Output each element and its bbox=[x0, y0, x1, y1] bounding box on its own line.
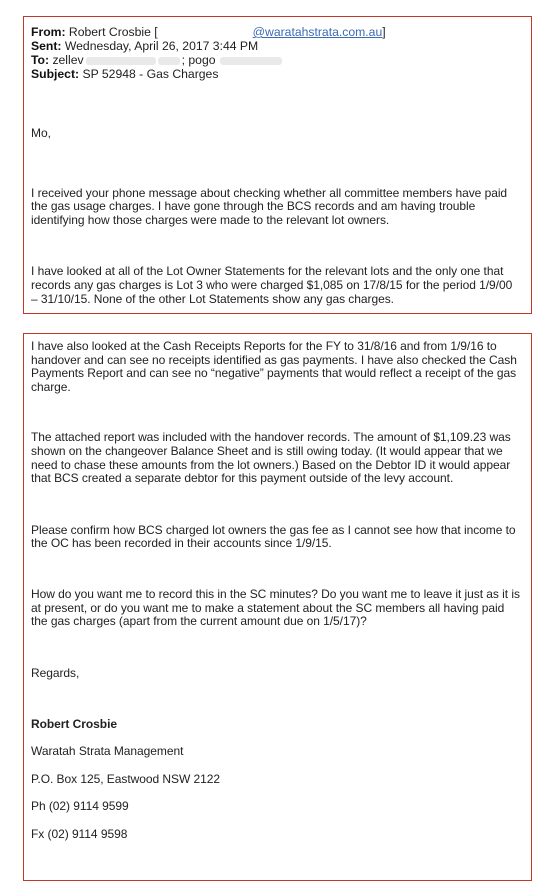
from-email-link[interactable]: @waratahstrata.com.au bbox=[252, 25, 383, 39]
paragraph-6: How do you want me to record this in the SC minutes? Do you want me to leave it just as it is at present, or do you want me to make a statement about the SC members all having paid the gas charges (apart from the current amount due on 1/5/17)? bbox=[31, 586, 520, 629]
signature-phone: Ph (02) 9114 9599 bbox=[31, 799, 129, 814]
signature bbox=[31, 718, 521, 841]
redacted-area bbox=[158, 57, 180, 65]
from-line: From: Robert Crosbie [ @waratahstrata.com.au] bbox=[31, 25, 386, 39]
sent-line: Sent: Wednesday, April 26, 2017 3:44 PM bbox=[31, 39, 259, 53]
greeting: Mo, bbox=[31, 126, 51, 140]
signature-address: P.O. Box 125, Eastwood NSW 2122 bbox=[31, 771, 221, 786]
from-name: Robert Crosbie [ bbox=[68, 25, 158, 39]
to-line: To: zellev ; pogo bbox=[31, 53, 519, 67]
subject-value: SP 52948 - Gas Charges bbox=[82, 67, 219, 81]
signature-company: Waratah Strata Management bbox=[31, 743, 184, 758]
paragraph-5: Please confirm how BCS charged lot owners the gas fee as I cannot see how that income to the OC has been recorded in their accounts since 1/9/15. bbox=[31, 522, 516, 551]
email-header bbox=[31, 25, 519, 81]
subject-line: Subject: SP 52948 - Gas Charges bbox=[31, 67, 219, 81]
paragraph-4: The attached report was included with the handover records. The amount of $1,109.23 was shown on the changeover Balance Sheet and is still owing today. (It would appear that we need to chase these amounts from the lot owners.) Based on the Debtor ID it would appear that BCS created a separate debtor for this payment outside of the levy account. bbox=[31, 430, 511, 486]
signature-name: Robert Crosbie bbox=[31, 717, 117, 732]
redacted-area bbox=[86, 57, 156, 65]
sent-value: Wednesday, April 26, 2017 3:44 PM bbox=[64, 39, 259, 53]
paragraph-2: I have looked at all of the Lot Owner Statements for the relevant lots and the only one that records any gas charges is Lot 3 who were charged $1,085 on 17/8/15 for the period 1/9/00 – 31/10/15. None of the other Lot Statements show any gas charges. bbox=[31, 264, 513, 306]
closing: Regards, bbox=[31, 665, 80, 680]
signature-fax: Fx (02) 9114 9598 bbox=[31, 826, 128, 841]
paragraph-1: I received your phone message about checking whether all committee members have paid the gas usage charges. I have gone through the BCS records and am having trouble identifying how those charges were made to the relevant lot owners. bbox=[31, 185, 508, 227]
email-page-1 bbox=[23, 16, 532, 314]
paragraph-3: I have also looked at the Cash Receipts Reports for the FY to 31/8/16 and from 1/9/16 to handover and can see no receipts identified as gas payments. I have also checked the Cash Payments Report and can see no “negative” payments that would reflect a receipt of the gas charge. bbox=[31, 339, 517, 394]
redacted-area bbox=[220, 57, 282, 65]
email-page-2 bbox=[23, 333, 532, 881]
